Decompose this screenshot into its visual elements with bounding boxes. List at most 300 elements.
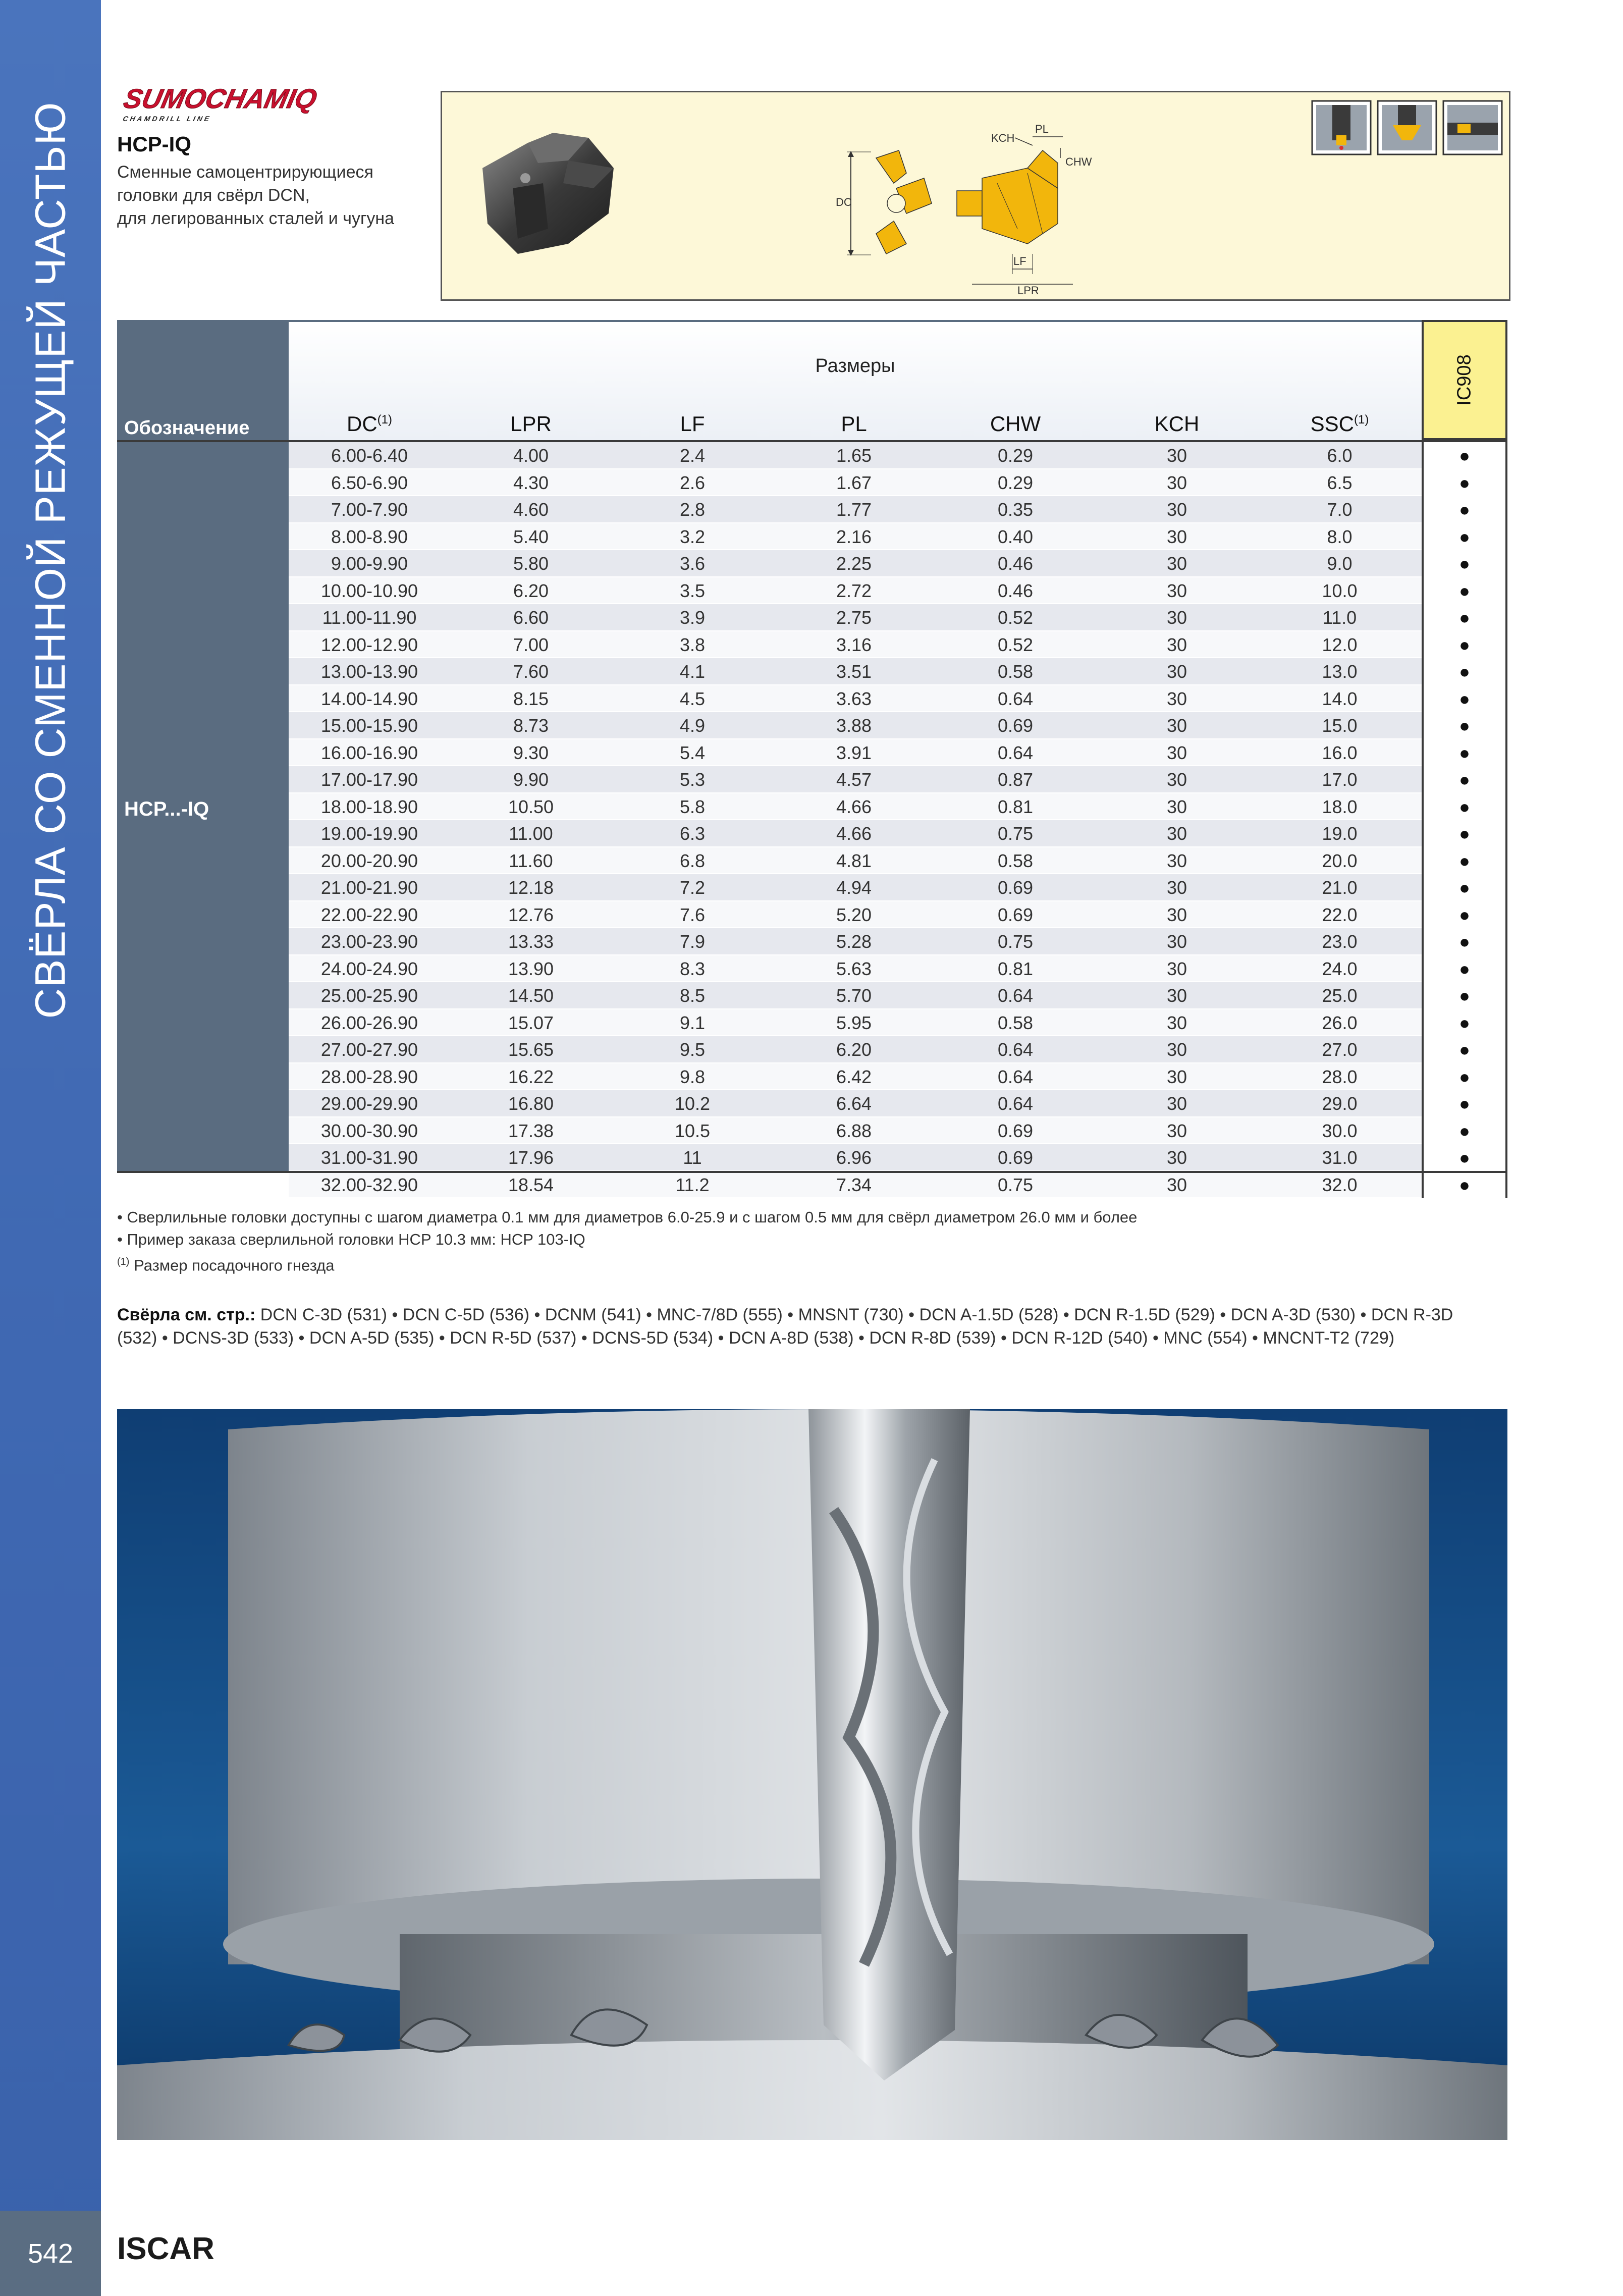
- cell-kch: 30: [1166, 742, 1187, 763]
- cell-lf: 2.4: [679, 445, 706, 466]
- chamfering-icon: [1378, 101, 1436, 154]
- cell-kch: 30: [1166, 553, 1187, 574]
- cell-pl: 5.63: [836, 958, 872, 979]
- table-row: [289, 550, 1507, 577]
- cell-pl: 3.51: [836, 661, 872, 682]
- see-also-list: DCN C-3D (531) • DCN C-5D (536) • DCNM (541) • MNC-7/8D (555) • MNSNT (730) • DCN A-1.5D (528) • DCN R-1.5D (529) • DCN A-3D (530) • DCN R-3D (532) • DCNS-3D (533) • DCN A-5D (535) • DCN R-5D (537) • DCNS-5D (534) • DCN A-8D (538) • DCN R-8D (539) • DCN R-12D (540) • MNC (554) • MNCNT-T2 (729): [117, 1305, 1453, 1348]
- cell-lpr: 17.96: [508, 1147, 554, 1168]
- cell-ssc: 29.0: [1322, 1093, 1358, 1114]
- grade-header: IC908: [1453, 354, 1475, 406]
- column-header-pl: PL: [841, 412, 867, 436]
- column-header-ssc: SSC$^{(1)}$: [1310, 412, 1369, 436]
- cell-dc: 20.00-20.90: [320, 850, 418, 871]
- cell-lf: 7.2: [679, 877, 706, 898]
- cell-pl: 1.77: [836, 499, 872, 520]
- cell-lpr: 13.33: [508, 931, 554, 952]
- cell-pl: 3.63: [836, 688, 872, 709]
- availability-dot: ●: [1459, 1093, 1470, 1114]
- cell-lf: 4.1: [679, 661, 706, 682]
- cell-lpr: 16.22: [508, 1066, 554, 1087]
- logo-text: SUMOCHAMIQ: [121, 83, 320, 114]
- availability-dot: ●: [1459, 1120, 1470, 1141]
- cell-lf: 4.5: [679, 688, 706, 709]
- column-header-dc: DC$^{(1)}$: [346, 412, 392, 436]
- designation-header: Обозначение: [124, 417, 250, 439]
- cell-pl: 6.96: [836, 1147, 872, 1168]
- cell-kch: 30: [1166, 1039, 1187, 1060]
- column-header-lf: LF: [680, 412, 705, 436]
- cell-lf: 9.1: [679, 1012, 706, 1033]
- cell-kch: 30: [1166, 1147, 1187, 1168]
- cell-lf: 8.3: [679, 958, 706, 979]
- cell-ssc: 19.0: [1322, 823, 1358, 844]
- availability-dot: ●: [1459, 1174, 1470, 1195]
- cell-chw: 0.35: [997, 499, 1034, 520]
- cell-ssc: 22.0: [1322, 904, 1358, 925]
- cell-lpr: 15.65: [508, 1039, 554, 1060]
- table-row: [289, 1171, 1507, 1199]
- table-row: [289, 631, 1507, 659]
- cell-dc: 18.00-18.90: [320, 796, 418, 817]
- cell-chw: 0.46: [997, 580, 1034, 601]
- cell-chw: 0.52: [997, 634, 1034, 655]
- availability-dot: ●: [1459, 472, 1470, 493]
- table-row: [289, 712, 1507, 739]
- cell-dc: 6.00-6.40: [331, 445, 408, 466]
- cell-chw: 0.75: [997, 823, 1034, 844]
- cell-pl: 6.42: [836, 1066, 872, 1087]
- cell-kch: 30: [1166, 580, 1187, 601]
- cell-lpr: 11.00: [509, 823, 553, 844]
- availability-dot: ●: [1459, 769, 1470, 790]
- cell-lf: 9.8: [679, 1066, 706, 1087]
- table-row: [289, 523, 1507, 551]
- cell-chw: 0.64: [997, 985, 1034, 1006]
- cell-pl: 2.72: [836, 580, 872, 601]
- cell-lf: 3.8: [679, 634, 706, 655]
- table-header: [117, 320, 1507, 440]
- cell-chw: 0.58: [997, 1012, 1034, 1033]
- svg-text:CHW: CHW: [1065, 155, 1092, 168]
- cell-ssc: 27.0: [1322, 1039, 1358, 1060]
- cell-chw: 0.52: [997, 607, 1034, 628]
- cell-ssc: 30.0: [1322, 1120, 1358, 1141]
- cell-lpr: 17.38: [508, 1120, 554, 1141]
- cell-chw: 0.64: [997, 1039, 1034, 1060]
- table-row: [289, 577, 1507, 605]
- cell-dc: 9.00-9.90: [331, 553, 408, 574]
- cell-ssc: 10.0: [1322, 580, 1358, 601]
- table-row: [289, 739, 1507, 767]
- cell-lf: 2.6: [679, 472, 706, 493]
- cell-dc: 24.00-24.90: [320, 958, 418, 979]
- availability-dot: ●: [1459, 580, 1470, 601]
- cell-kch: 30: [1166, 850, 1187, 871]
- cell-chw: 0.64: [997, 688, 1034, 709]
- drilling-into-solid-icon: [1312, 101, 1371, 154]
- cell-chw: 0.69: [997, 1120, 1034, 1141]
- cell-chw: 0.46: [997, 553, 1034, 574]
- cell-pl: 6.20: [836, 1039, 872, 1060]
- designation-header-cell: [117, 320, 289, 440]
- cell-lpr: 4.00: [513, 445, 549, 466]
- description-line: для легированных сталей и чугуна: [117, 209, 395, 228]
- table-row: [289, 982, 1507, 1009]
- cell-chw: 0.29: [997, 445, 1034, 466]
- cell-lf: 9.5: [679, 1039, 706, 1060]
- availability-dot: ●: [1459, 850, 1470, 871]
- cell-dc: 19.00-19.90: [320, 823, 418, 844]
- cell-chw: 0.64: [997, 1093, 1034, 1114]
- cell-kch: 30: [1166, 445, 1187, 466]
- cell-lf: 6.8: [679, 850, 706, 871]
- cell-ssc: 28.0: [1322, 1066, 1358, 1087]
- cell-ssc: 16.0: [1322, 742, 1358, 763]
- table-row: [289, 658, 1507, 685]
- availability-dot: ●: [1459, 1147, 1470, 1168]
- cell-lpr: 18.54: [508, 1174, 554, 1195]
- availability-dot: ●: [1459, 742, 1470, 763]
- cell-dc: 11.00-11.90: [322, 607, 417, 628]
- application-icons: [1311, 100, 1503, 155]
- cell-ssc: 6.5: [1327, 472, 1352, 493]
- table-row: [289, 1144, 1507, 1171]
- cell-lpr: 12.18: [508, 877, 554, 898]
- table-row: [289, 1090, 1507, 1117]
- cell-lf: 2.8: [679, 499, 706, 520]
- cell-lpr: 7.60: [513, 661, 549, 682]
- availability-dot: ●: [1459, 1039, 1470, 1060]
- brand-footer: ISCAR: [117, 2231, 214, 2266]
- svg-text:DC: DC: [836, 196, 852, 208]
- cell-dc: 30.00-30.90: [320, 1120, 418, 1141]
- cell-ssc: 7.0: [1327, 499, 1352, 520]
- cell-pl: 3.88: [836, 715, 872, 736]
- availability-dot: ●: [1459, 904, 1470, 925]
- cell-ssc: 8.0: [1327, 526, 1352, 547]
- cell-lf: 5.8: [679, 796, 706, 817]
- cell-ssc: 18.0: [1322, 796, 1358, 817]
- cell-lf: 7.9: [679, 931, 706, 952]
- cell-kch: 30: [1166, 1093, 1187, 1114]
- product-figure-box: [441, 91, 1510, 301]
- availability-dot: ●: [1459, 688, 1470, 709]
- availability-dot: ●: [1459, 931, 1470, 952]
- cell-lpr: 12.76: [508, 904, 554, 925]
- cell-kch: 30: [1166, 715, 1187, 736]
- cell-chw: 0.75: [997, 1174, 1034, 1195]
- cell-lf: 7.6: [679, 904, 706, 925]
- cell-chw: 0.69: [997, 877, 1034, 898]
- cell-pl: 7.34: [836, 1174, 872, 1195]
- cell-pl: 2.16: [836, 526, 872, 547]
- cell-chw: 0.81: [997, 958, 1034, 979]
- column-header-lpr: LPR: [510, 412, 552, 436]
- dimension-diagram: [805, 102, 1092, 297]
- cell-kch: 30: [1166, 526, 1187, 547]
- cell-kch: 30: [1166, 1174, 1187, 1195]
- cell-pl: 4.66: [836, 823, 872, 844]
- cell-ssc: 21.0: [1322, 877, 1358, 898]
- cell-chw: 0.64: [997, 742, 1034, 763]
- cell-lpr: 8.73: [513, 715, 549, 736]
- cell-kch: 30: [1166, 607, 1187, 628]
- svg-text:LPR: LPR: [1017, 284, 1039, 297]
- description-line: головки для свёрл DCN,: [117, 186, 310, 205]
- column-header-kch: KCH: [1154, 412, 1200, 436]
- cell-kch: 30: [1166, 985, 1187, 1006]
- availability-dot: ●: [1459, 499, 1470, 520]
- availability-dot: ●: [1459, 1066, 1470, 1087]
- table-row: [289, 496, 1507, 523]
- cell-pl: 2.75: [836, 607, 872, 628]
- cell-lf: 5.3: [679, 769, 706, 790]
- cell-dc: 6.50-6.90: [331, 472, 408, 493]
- table-row: [289, 820, 1507, 847]
- cell-pl: 5.20: [836, 904, 872, 925]
- availability-dot: ●: [1459, 715, 1470, 736]
- cell-kch: 30: [1166, 823, 1187, 844]
- cell-kch: 30: [1166, 499, 1187, 520]
- note-line: • Пример заказа сверлильной головки HCP 10.3 мм: HCP 103-IQ: [117, 1231, 585, 1248]
- cell-ssc: 14.0: [1322, 688, 1358, 709]
- cell-pl: 5.95: [836, 1012, 872, 1033]
- cell-pl: 6.64: [836, 1093, 872, 1114]
- cell-lf: 3.5: [679, 580, 706, 601]
- availability-dot: ●: [1459, 823, 1470, 844]
- cell-lpr: 4.30: [513, 472, 549, 493]
- svg-text:KCH: KCH: [991, 132, 1015, 144]
- cell-dc: 26.00-26.90: [320, 1012, 418, 1033]
- table-row: [289, 766, 1507, 793]
- cell-kch: 30: [1166, 661, 1187, 682]
- cell-dc: 10.00-10.90: [320, 580, 418, 601]
- cell-chw: 0.69: [997, 904, 1034, 925]
- cell-lf: 8.5: [679, 985, 706, 1006]
- table-row: [289, 847, 1507, 875]
- cell-kch: 30: [1166, 634, 1187, 655]
- table-row: [289, 1009, 1507, 1037]
- availability-dot: ●: [1459, 661, 1470, 682]
- table-row: [289, 685, 1507, 713]
- cell-ssc: 23.0: [1322, 931, 1358, 952]
- availability-dot: ●: [1459, 526, 1470, 547]
- cell-kch: 30: [1166, 931, 1187, 952]
- cell-ssc: 32.0: [1322, 1174, 1358, 1195]
- cell-chw: 0.81: [997, 796, 1034, 817]
- cell-dc: 32.00-32.90: [320, 1174, 418, 1195]
- availability-dot: ●: [1459, 553, 1470, 574]
- cell-pl: 1.65: [836, 445, 872, 466]
- cell-lf: 6.3: [679, 823, 706, 844]
- machining-photo: [117, 1409, 1507, 2140]
- cell-lf: 3.9: [679, 607, 706, 628]
- cell-lpr: 10.50: [508, 796, 554, 817]
- cell-pl: 4.66: [836, 796, 872, 817]
- cell-kch: 30: [1166, 877, 1187, 898]
- cell-kch: 30: [1166, 1120, 1187, 1141]
- cell-lpr: 7.00: [513, 634, 549, 655]
- cell-pl: 5.28: [836, 931, 872, 952]
- cell-dc: 28.00-28.90: [320, 1066, 418, 1087]
- column-header-chw: CHW: [990, 412, 1041, 436]
- cell-ssc: 13.0: [1322, 661, 1358, 682]
- table-row: [289, 874, 1507, 901]
- cell-pl: 1.67: [836, 472, 872, 493]
- cell-ssc: 20.0: [1322, 850, 1358, 871]
- availability-dot: ●: [1459, 958, 1470, 979]
- cell-dc: 22.00-22.90: [320, 904, 418, 925]
- cell-ssc: 15.0: [1322, 715, 1358, 736]
- cell-dc: 25.00-25.90: [320, 985, 418, 1006]
- cell-ssc: 31.0: [1322, 1147, 1358, 1168]
- see-also-label: Свёрла см. стр.:: [117, 1305, 256, 1324]
- svg-text:PL: PL: [1035, 123, 1049, 135]
- table-row: [289, 604, 1507, 631]
- cell-chw: 0.75: [997, 931, 1034, 952]
- cell-ssc: 24.0: [1322, 958, 1358, 979]
- see-also-drills: [117, 1303, 1470, 1350]
- table-row: [289, 928, 1507, 955]
- cell-lpr: 6.20: [513, 580, 549, 601]
- cell-pl: 2.25: [836, 553, 872, 574]
- cell-lf: 10.5: [674, 1120, 711, 1141]
- availability-dot: ●: [1459, 985, 1470, 1006]
- availability-dot: ●: [1459, 445, 1470, 466]
- cell-pl: 4.94: [836, 877, 872, 898]
- page-number: 542: [0, 2211, 101, 2296]
- cell-lf: 10.2: [674, 1093, 711, 1114]
- cell-lpr: 8.15: [513, 688, 549, 709]
- cell-ssc: 12.0: [1322, 634, 1358, 655]
- sizes-header: Размеры: [815, 355, 895, 377]
- table-bottom-rule: [117, 1171, 1507, 1173]
- svg-text:LF: LF: [1013, 255, 1026, 268]
- cell-chw: 0.69: [997, 715, 1034, 736]
- cell-ssc: 26.0: [1322, 1012, 1358, 1033]
- cell-lf: 5.4: [679, 742, 706, 763]
- product-description: [117, 161, 430, 230]
- availability-dot: ●: [1459, 607, 1470, 628]
- cell-chw: 0.58: [997, 850, 1034, 871]
- table-row: [289, 1117, 1507, 1145]
- availability-dot: ●: [1459, 796, 1470, 817]
- cell-ssc: 17.0: [1322, 769, 1358, 790]
- cell-kch: 30: [1166, 958, 1187, 979]
- cell-ssc: 6.0: [1327, 445, 1352, 466]
- cell-chw: 0.58: [997, 661, 1034, 682]
- table-row: [289, 901, 1507, 929]
- cell-dc: 14.00-14.90: [320, 688, 418, 709]
- availability-dot: ●: [1459, 634, 1470, 655]
- cell-kch: 30: [1166, 472, 1187, 493]
- cell-pl: 3.16: [836, 634, 872, 655]
- cell-dc: 23.00-23.90: [320, 931, 418, 952]
- sizes-header-cell: [289, 320, 1422, 440]
- table-row: [289, 442, 1507, 469]
- cell-dc: 16.00-16.90: [320, 742, 418, 763]
- note-line: • Сверлильные головки доступны с шагом диаметра 0.1 мм для диаметров 6.0-25.9 и с шагом 0.5 мм для свёрл диаметром 26.0 мм и более: [117, 1208, 1138, 1226]
- cell-lpr: 11.60: [509, 850, 553, 871]
- table-row: [289, 1063, 1507, 1091]
- designation-cell: [117, 442, 289, 1171]
- cell-lpr: 5.80: [513, 553, 549, 574]
- cell-chw: 0.29: [997, 472, 1034, 493]
- note-line: $^{(1)}$ Размер посадочного гнезда: [117, 1256, 335, 1274]
- cell-dc: 13.00-13.90: [320, 661, 418, 682]
- cell-ssc: 9.0: [1327, 553, 1352, 574]
- cell-pl: 3.91: [836, 742, 872, 763]
- cell-pl: 4.57: [836, 769, 872, 790]
- cell-chw: 0.40: [997, 526, 1034, 547]
- cell-dc: 12.00-12.90: [320, 634, 418, 655]
- cell-chw: 0.64: [997, 1066, 1034, 1087]
- cell-dc: 27.00-27.90: [320, 1039, 418, 1060]
- table-body: [289, 442, 1507, 1198]
- grade-header-cell: [1422, 320, 1507, 440]
- cell-lpr: 9.90: [513, 769, 549, 790]
- cell-dc: 7.00-7.90: [331, 499, 408, 520]
- cell-lpr: 9.30: [513, 742, 549, 763]
- sumocham-logo: [116, 80, 368, 124]
- section-title: СВЁРЛА СО СМЕННОЙ РЕЖУЩЕЙ ЧАСТЬЮ: [26, 101, 74, 1019]
- table-row: [289, 469, 1507, 497]
- table-row: [289, 793, 1507, 821]
- cell-lpr: 4.60: [513, 499, 549, 520]
- cell-lpr: 15.07: [508, 1012, 554, 1033]
- cell-chw: 0.69: [997, 1147, 1034, 1168]
- product-code: HCP-IQ: [117, 132, 191, 156]
- logo-subtext: CHAMDRILL LINE: [122, 115, 212, 123]
- table-row: [289, 955, 1507, 983]
- cell-lf: 3.2: [679, 526, 706, 547]
- cell-dc: 15.00-15.90: [320, 715, 418, 736]
- cell-lpr: 6.60: [513, 607, 549, 628]
- cell-lpr: 13.90: [508, 958, 554, 979]
- cell-lpr: 14.50: [508, 985, 554, 1006]
- cell-lf: 11: [683, 1147, 702, 1168]
- cell-pl: 4.81: [836, 850, 872, 871]
- cell-dc: 21.00-21.90: [320, 877, 418, 898]
- table-row: [289, 1036, 1507, 1063]
- description-line: Сменные самоцентрирующиеся: [117, 163, 373, 182]
- cell-pl: 6.88: [836, 1120, 872, 1141]
- cell-kch: 30: [1166, 904, 1187, 925]
- cell-chw: 0.87: [997, 769, 1034, 790]
- cell-ssc: 25.0: [1322, 985, 1358, 1006]
- drill-head-image: [462, 113, 629, 269]
- cell-lpr: 16.80: [508, 1093, 554, 1114]
- side-band: [0, 0, 101, 2296]
- cell-kch: 30: [1166, 1066, 1187, 1087]
- designation-value: HCP...-IQ: [124, 798, 209, 820]
- cell-dc: 29.00-29.90: [320, 1093, 418, 1114]
- availability-dot: ●: [1459, 877, 1470, 898]
- cell-lf: 4.9: [679, 715, 706, 736]
- cell-kch: 30: [1166, 796, 1187, 817]
- availability-dot: ●: [1459, 1012, 1470, 1033]
- stepped-drilling-icon: [1443, 101, 1502, 154]
- cell-lf: 3.6: [679, 553, 706, 574]
- cell-ssc: 11.0: [1322, 607, 1357, 628]
- cell-dc: 8.00-8.90: [331, 526, 408, 547]
- cell-dc: 31.00-31.90: [320, 1147, 418, 1168]
- cell-kch: 30: [1166, 688, 1187, 709]
- table-notes: [117, 1206, 1507, 1276]
- cell-pl: 5.70: [836, 985, 872, 1006]
- cell-dc: 17.00-17.90: [320, 769, 418, 790]
- cell-lf: 11.2: [675, 1174, 710, 1195]
